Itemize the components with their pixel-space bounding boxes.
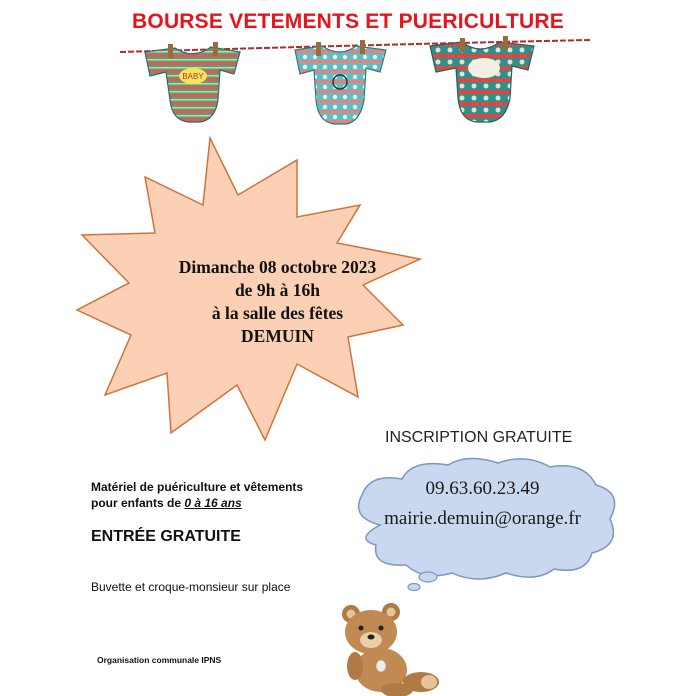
materiel-age-range: 0 à 16 ans: [184, 496, 242, 510]
poster-title: BOURSE VETEMENTS ET PUERICULTURE: [132, 10, 564, 33]
event-hours: de 9h à 16h: [234, 280, 321, 300]
buvette-text: Buvette et croque-monsieur sur place: [91, 580, 291, 594]
teddy-bear-icon: [342, 603, 439, 696]
bodysuit-2: [295, 40, 386, 124]
event-date: Dimanche 08 octobre 2023: [178, 257, 377, 277]
bodysuit-1: [145, 42, 240, 122]
organisation-text: Organisation communale IPNS: [97, 655, 222, 665]
entree-gratuite: ENTRÉE GRATUITE: [91, 528, 241, 545]
contact-phone: 09.63.60.23.49: [425, 478, 540, 499]
contact-email: mairie.demuin@orange.fr: [384, 508, 581, 529]
event-town: DEMUIN: [241, 326, 314, 346]
materiel-line1: Matériel de puériculture et vêtements: [91, 480, 304, 494]
materiel-line2-prefix: pour enfants de: [91, 496, 185, 510]
materiel-description: [91, 479, 303, 511]
teddy-bear-illustration: [325, 600, 445, 696]
clothesline-illustration: [0, 30, 696, 140]
inscription-text: INSCRIPTION GRATUITE: [385, 429, 573, 446]
materiel-line2: [91, 495, 303, 511]
bodysuit-3: [430, 36, 534, 122]
bodysuit-label: BABY: [182, 72, 204, 81]
event-venue: à la salle des fêtes: [211, 303, 344, 323]
